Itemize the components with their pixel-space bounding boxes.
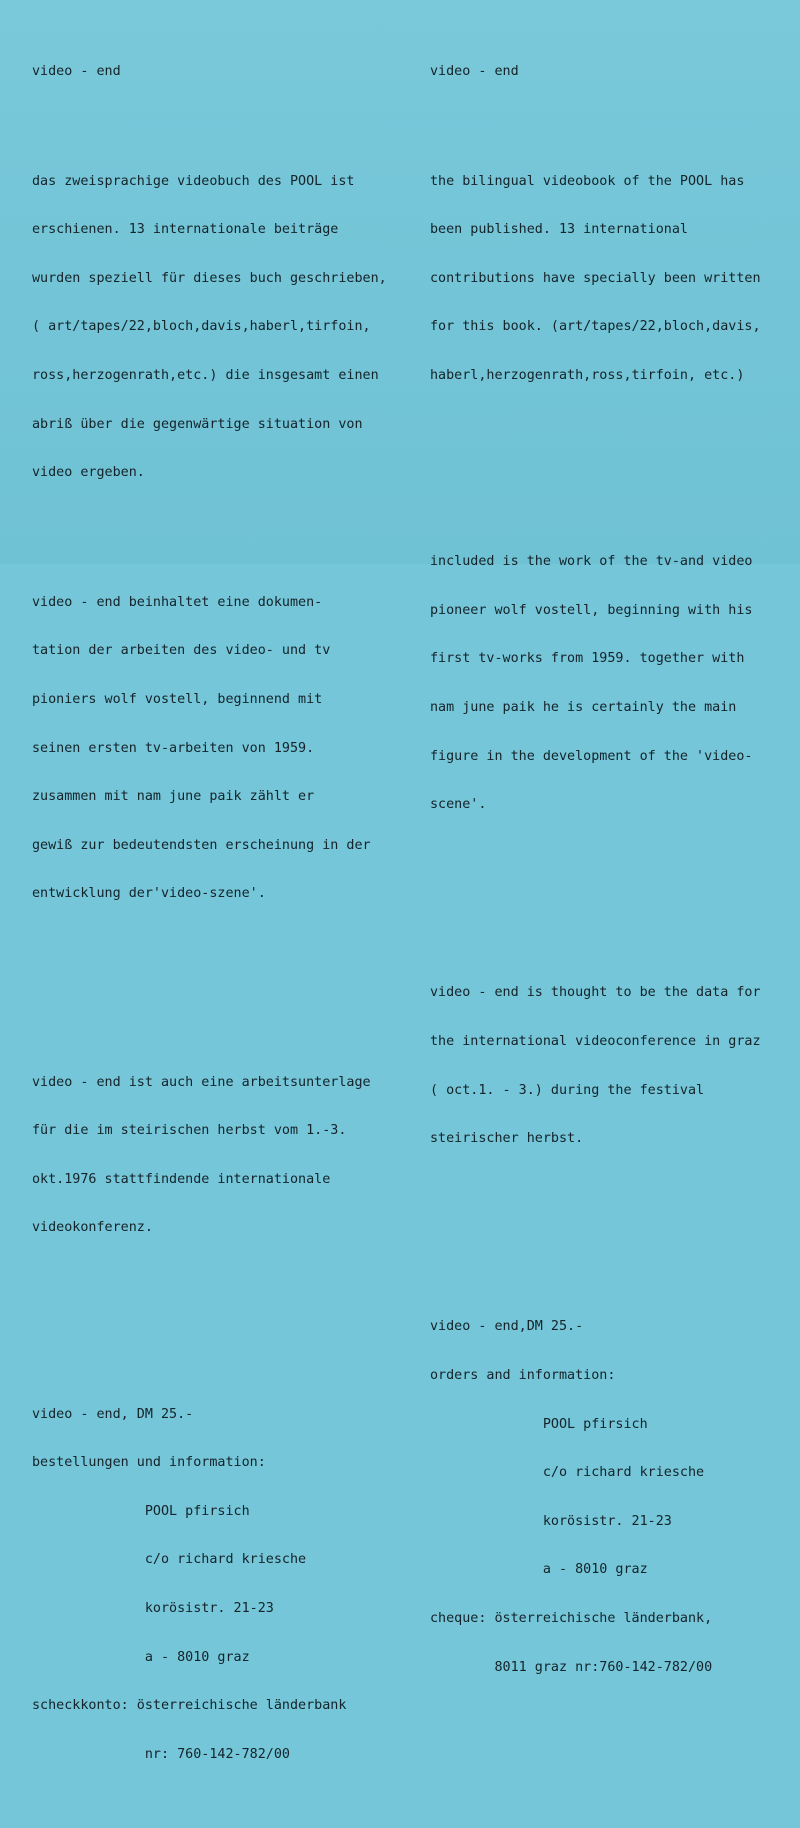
address-line: a - 8010 graz	[430, 1562, 648, 1578]
text-line: video - end,DM 25.-	[430, 1319, 584, 1335]
german-paragraph-3	[32, 1042, 402, 1269]
text-line: abriß über die gegenwärtige situation von	[32, 416, 363, 432]
text-line: pioniers wolf vostell, beginnend mit	[32, 691, 323, 707]
text-line: ( art/tapes/22,bloch,davis,haberl,tirfoin,	[32, 319, 371, 335]
text-line: included is the work of the tv-and video	[430, 554, 753, 570]
address-line: korösistr. 21-23	[430, 1513, 672, 1529]
text-line: video - end is thought to be the data for	[430, 985, 761, 1001]
text-line: das zweisprachige videobuch des POOL ist	[32, 173, 355, 189]
text-line: videokonferenz.	[32, 1220, 153, 1236]
text-line: pioneer wolf vostell, beginning with his	[430, 602, 753, 618]
text-line: bestellungen und information:	[32, 1455, 266, 1471]
text-line: been published. 13 international	[430, 222, 688, 238]
text-line: figure in the development of the 'video-	[430, 748, 753, 764]
text-line: orders and information:	[430, 1367, 616, 1383]
german-order-info	[32, 1374, 402, 1795]
address-line: a - 8010 graz	[32, 1649, 250, 1665]
english-paragraph-3	[430, 953, 785, 1180]
text-line: first tv-works from 1959. together with	[430, 651, 745, 667]
bank-line: nr: 760-142-782/00	[32, 1746, 290, 1762]
bank-line: scheckkonto: österreichische länderbank	[32, 1698, 347, 1714]
address-line: POOL pfirsich	[430, 1416, 648, 1432]
text-line: the international videoconference in graz	[430, 1033, 761, 1049]
text-line: gewiß zur bedeutendsten erscheinung in der	[32, 837, 371, 853]
german-column	[32, 32, 402, 1828]
english-paragraph-1	[430, 141, 785, 416]
text-line: ross,herzogenrath,etc.) die insgesamt einen	[32, 367, 379, 383]
text-line: for this book. (art/tapes/22,bloch,davis,	[430, 319, 761, 335]
text-line: für die im steirischen herbst vom 1.-3.	[32, 1123, 347, 1139]
english-column	[430, 32, 785, 1741]
text-line: video ergeben.	[32, 465, 145, 481]
text-line: ( oct.1. - 3.) during the festival	[430, 1082, 705, 1098]
english-order-info	[430, 1287, 785, 1708]
text-line: nam june paik he is certainly the main	[430, 699, 737, 715]
text-line: video - end, DM 25.-	[32, 1406, 194, 1422]
text-line: haberl,herzogenrath,ross,tirfoin, etc.)	[430, 367, 745, 383]
address-line: c/o richard kriesche	[32, 1552, 307, 1568]
address-line: c/o richard kriesche	[430, 1465, 705, 1481]
text-line: video - end beinhaltet eine dokumen-	[32, 594, 323, 610]
text-line: scene'.	[430, 797, 487, 813]
bank-line: cheque: österreichische länderbank,	[430, 1610, 713, 1626]
text-line: zusammen mit nam june paik zählt er	[32, 789, 315, 805]
english-title: video - end	[430, 64, 519, 80]
bank-line: 8011 graz nr:760-142-782/00	[430, 1659, 713, 1675]
german-paragraph-1	[32, 141, 402, 514]
text-line: seinen ersten tv-arbeiten von 1959.	[32, 740, 315, 756]
text-line: video - end ist auch eine arbeitsunterlage	[32, 1074, 371, 1090]
text-line: the bilingual videobook of the POOL has	[430, 173, 745, 189]
text-line: tation der arbeiten des video- und tv	[32, 643, 331, 659]
text-line: steirischer herbst.	[430, 1131, 584, 1147]
english-paragraph-2	[430, 522, 785, 846]
text-line: wurden speziell für dieses buch geschrieben,	[32, 270, 387, 286]
text-line: entwicklung der'video-szene'.	[32, 886, 266, 902]
address-line: korösistr. 21-23	[32, 1600, 274, 1616]
german-title: video - end	[32, 64, 121, 80]
text-line: okt.1976 stattfindende internationale	[32, 1171, 331, 1187]
text-line: erschienen. 13 internationale beiträge	[32, 222, 339, 238]
german-paragraph-2	[32, 562, 402, 935]
text-line: contributions have specially been written	[430, 270, 761, 286]
address-line: POOL pfirsich	[32, 1503, 250, 1519]
